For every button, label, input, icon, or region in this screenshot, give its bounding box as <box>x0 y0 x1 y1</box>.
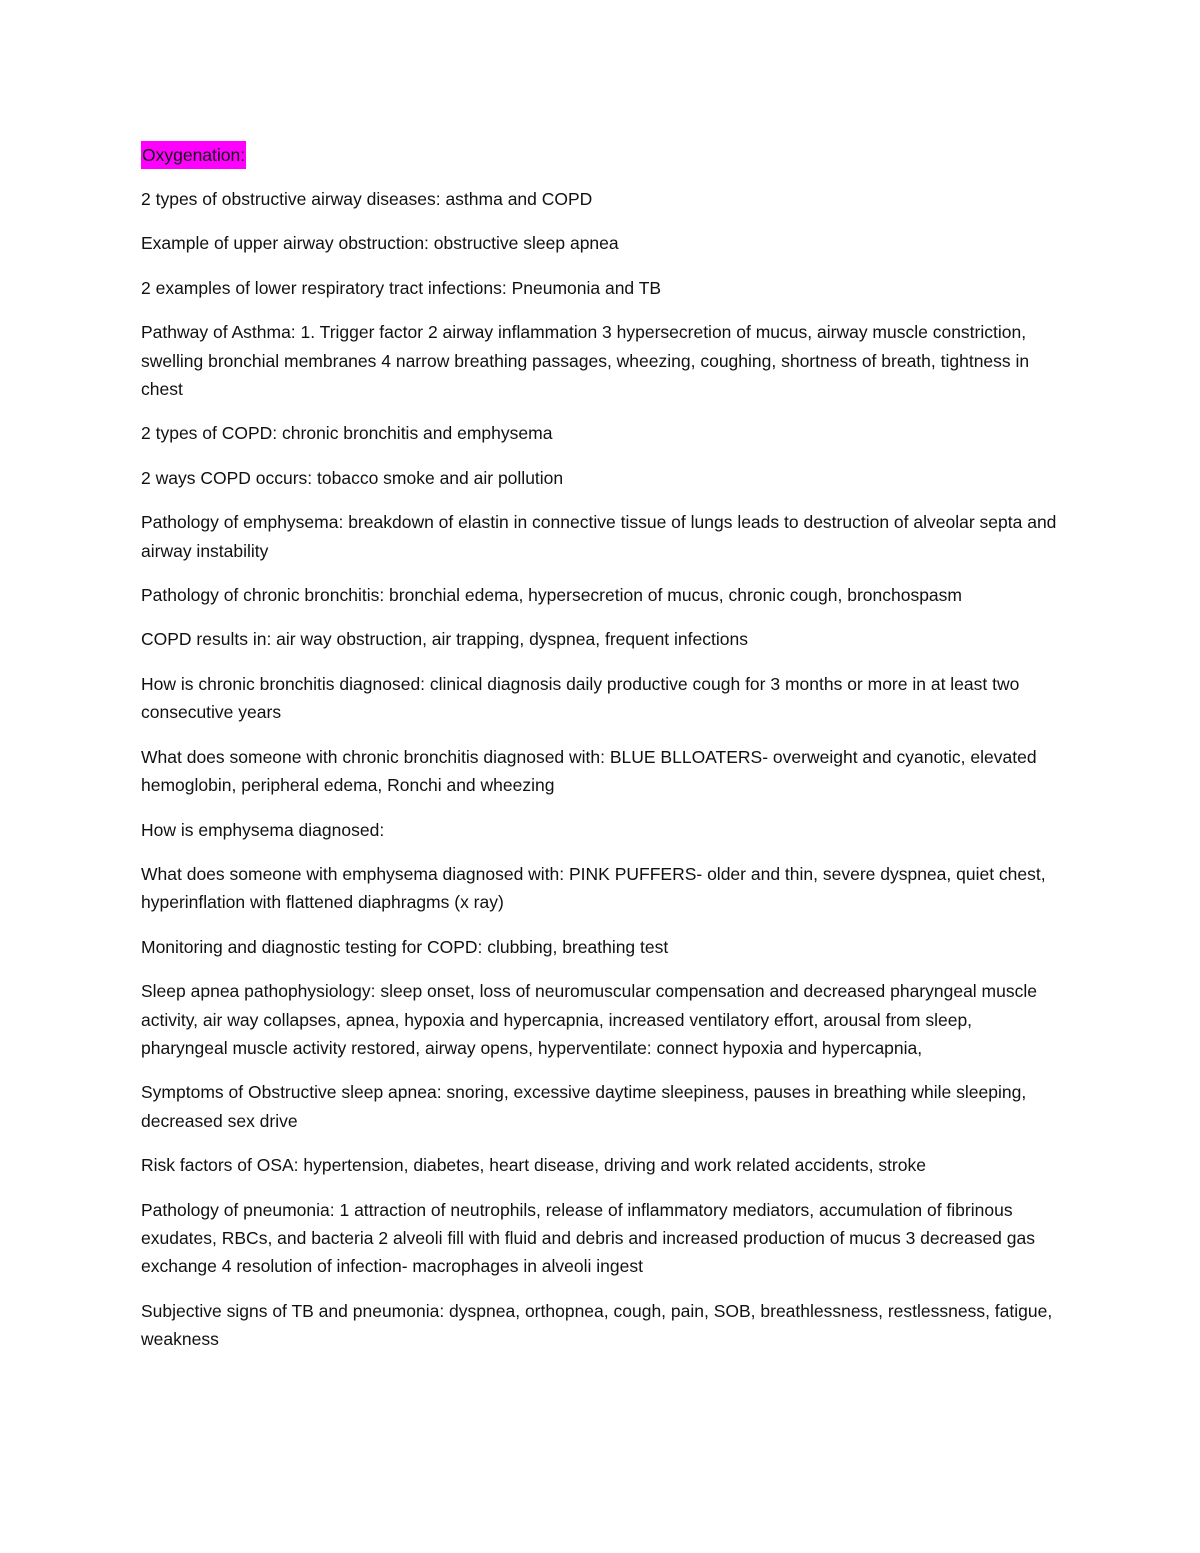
note-paragraph: 2 ways COPD occurs: tobacco smoke and air pollution <box>141 467 564 488</box>
note-paragraph: 2 examples of lower respiratory tract infections: Pneumonia and TB <box>141 277 662 298</box>
note-paragraph: What does someone with chronic bronchitis diagnosed with: BLUE BLLOATERS- overweight and cyanotic, elevated hemoglobin, peripheral edema, Ronchi and wheezing <box>141 746 1037 796</box>
note-paragraph: 2 types of COPD: chronic bronchitis and emphysema <box>141 423 553 444</box>
note-paragraph: 2 types of obstructive airway diseases: asthma and COPD <box>141 189 593 209</box>
note-paragraph: Risk factors of OSA: hypertension, diabetes, heart disease, driving and work related accidents, stroke <box>141 1155 926 1176</box>
note-paragraph: Symptoms of Obstructive sleep apnea: snoring, excessive daytime sleepiness, pauses in breathing while sleeping, decreased sex drive <box>141 1082 1027 1131</box>
note-paragraph: Subjective signs of TB and pneumonia: dyspnea, orthopnea, cough, pain, SOB, breathlessness, restlessness, fatigue, weakness <box>141 1300 1053 1350</box>
note-paragraph: Sleep apnea pathophysiology: sleep onset, loss of neuromuscular compensation and decreased pharyngeal muscle activity, air way collapses, apnea, hypoxia and hypercapnia, increased ventilatory effort, arousal from sleep, pharyngeal muscle activity restored, airway opens, hyperventilate: connect hypoxia and hypercapnia, <box>141 981 1037 1058</box>
note-paragraph: Pathology of chronic bronchitis: bronchial edema, hypersecretion of mucus, chronic cough, bronchospasm <box>141 585 962 606</box>
note-paragraph: How is chronic bronchitis diagnosed: clinical diagnosis daily productive cough for 3 months or more in at least two consecutive years <box>141 673 1020 723</box>
note-paragraph: How is emphysema diagnosed: <box>141 819 385 840</box>
note-paragraph: COPD results in: air way obstruction, air trapping, dyspnea, frequent infections <box>141 629 748 650</box>
note-paragraph: Pathology of pneumonia: 1 attraction of neutrophils, release of inflammatory mediators, accumulation of fibrinous exudates, RBCs, and bacteria 2 alveoli fill with fluid and debris and increased production of mucus 3 decreased gas exchange 4 resolution of infection- macrophages in alveoli ingest <box>141 1199 1035 1277</box>
note-paragraph: Pathway of Asthma: 1. Trigger factor 2 airway inflammation 3 hypersecretion of mucus, airway muscle constriction, swelling bronchial membranes 4 narrow breathing passages, wheezing, coughing, shortness of breath, tightness in chest <box>141 322 1030 400</box>
note-paragraph: What does someone with emphysema diagnosed with: PINK PUFFERS- older and thin, severe dyspnea, quiet chest, hyperinflation with flattened diaphragms (x ray) <box>141 863 1046 913</box>
note-paragraph: Example of upper airway obstruction: obstructive sleep apnea <box>141 233 619 254</box>
note-paragraph: Monitoring and diagnostic testing for COPD: clubbing, breathing test <box>141 936 669 957</box>
note-paragraph: Pathology of emphysema: breakdown of elastin in connective tissue of lungs leads to destruction of alveolar septa and airway instability <box>141 512 1057 561</box>
heading-row <box>141 141 1061 185</box>
document-page <box>141 141 1061 1370</box>
section-heading: Oxygenation: <box>141 141 246 169</box>
